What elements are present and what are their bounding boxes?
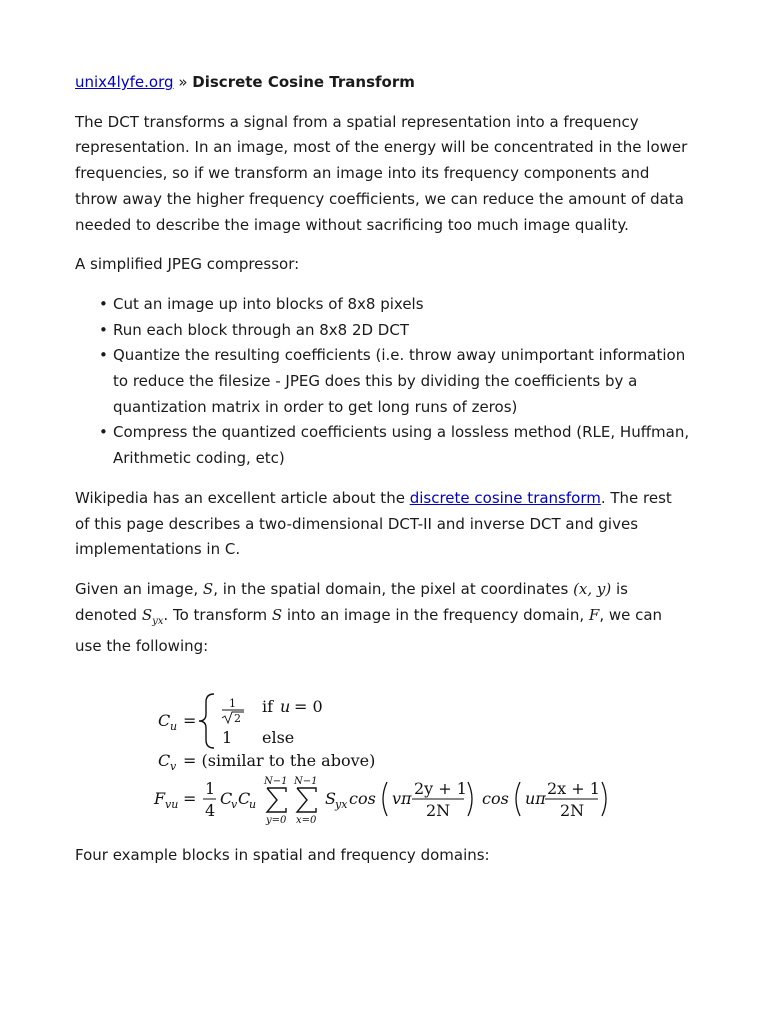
sigma-icon (267, 788, 286, 812)
right-paren-icon (602, 782, 606, 816)
list-item (99, 420, 690, 471)
breadcrumb-separator: » (178, 73, 188, 91)
math-symbol-syx: S (141, 605, 153, 624)
numerator-x: 2x + 1 (547, 779, 600, 798)
left-brace-icon (199, 694, 214, 748)
math-subscript-yx: yx (152, 615, 164, 627)
cu-factor: C (238, 789, 251, 808)
equals-zero: = 0 (294, 697, 323, 716)
sqrt-radicand: 2 (234, 712, 241, 725)
u-variable: u (280, 697, 291, 716)
sum-lower-limit-y: y=0 (266, 815, 287, 826)
text-run: , we can use the following: (75, 605, 663, 656)
quarter-numerator: 1 (205, 779, 216, 798)
sum-lower-limit-x: x=0 (296, 815, 317, 826)
math-symbol-s: S (202, 579, 214, 598)
site-home-link[interactable]: unix4lyfe.org (75, 73, 174, 91)
syx-subscript: yx (335, 798, 348, 811)
bullet-icon: • (99, 423, 108, 442)
list-item (99, 318, 690, 344)
page-title: Discrete Cosine Transform (192, 73, 415, 91)
cv-factor: C (220, 789, 233, 808)
sum-upper-limit-x: N−1 (294, 776, 318, 787)
cv-subscript: v (170, 760, 177, 773)
text-run: , in the spatial domain, the pixel at coordinates (213, 579, 574, 598)
cos-function: cos (349, 789, 376, 808)
text-run: . To transform (163, 605, 272, 624)
given-image-paragraph (75, 577, 690, 660)
else-value: 1 (222, 728, 233, 747)
else-text: else (262, 728, 295, 747)
f-subscript: vu (165, 798, 179, 811)
math-symbol-f: F (588, 605, 600, 624)
jpeg-heading: A simplified JPEG compressor: (75, 255, 300, 274)
cv-definition: = (similar to the above) (183, 751, 376, 770)
sigma-icon (297, 788, 316, 812)
bullet-icon: • (99, 294, 108, 313)
breadcrumb (75, 70, 690, 96)
equals-sign: = (183, 711, 197, 730)
bullet-icon: • (99, 320, 108, 339)
denominator-y: 2N (426, 801, 451, 820)
bullet-icon: • (99, 346, 108, 365)
math-symbol-s: S (271, 605, 283, 624)
list-item-text: Cut an image up into blocks of 8x8 pixels (113, 294, 424, 313)
cu-factor-sub: u (249, 798, 257, 811)
cv-symbol: C (158, 751, 171, 770)
dct-equations (150, 688, 630, 838)
syx-symbol: S (325, 789, 336, 808)
sum-upper-limit-y: N−1 (264, 776, 288, 787)
frac-numerator: 1 (229, 697, 236, 710)
math-coordinates: (x, y) (573, 579, 612, 598)
text-run: into an image in the frequency domain, (282, 605, 589, 624)
cv-factor-sub: v (231, 798, 238, 811)
list-item (99, 343, 690, 420)
text-run: is denoted (75, 579, 629, 624)
right-paren-icon (468, 782, 472, 816)
left-paren-icon (516, 782, 520, 816)
cu-symbol: C (158, 711, 171, 730)
u-pi: uπ (525, 789, 546, 808)
list-item-text: Run each block through an 8x8 2D DCT (113, 320, 409, 339)
list-item-text: Compress the quantized coefficients using a lossless method (RLE, Huffman, Arithmetic coding, etc) (113, 423, 690, 468)
equals-sign: = (183, 789, 197, 808)
f-symbol: F (154, 789, 166, 808)
list-item (99, 292, 690, 318)
article (75, 70, 690, 674)
wiki-text-before: Wikipedia has an excellent article about the (75, 488, 410, 507)
equation-graphic (150, 688, 630, 838)
denominator-x: 2N (560, 801, 585, 820)
wiki-text-after: . The rest of this page describes a two-dimensional DCT-II and inverse DCT and gives implementations in C. (75, 488, 672, 559)
dct-wikipedia-link[interactable]: discrete cosine transform (409, 488, 601, 507)
text-run: Given an image, (75, 579, 203, 598)
v-pi: vπ (392, 789, 412, 808)
examples-paragraph: Four example blocks in spatial and frequency domains: (75, 846, 490, 864)
left-paren-icon (383, 782, 387, 816)
intro-paragraph: The DCT transforms a signal from a spatial representation into a frequency representation. In an image, most of the energy will be concentrated in the lower frequencies, so if we transform an image into its frequency components and throw away the higher frequency coefficients, we can reduce the amount of data needed to describe the image without sacrificing too much image quality. (75, 112, 688, 234)
cu-subscript: u (170, 720, 178, 733)
wikipedia-paragraph (75, 486, 690, 563)
jpeg-steps-list (75, 292, 690, 472)
if-text: if (262, 697, 274, 716)
cos-function: cos (482, 789, 509, 808)
quarter-denominator: 4 (205, 801, 216, 820)
numerator-y: 2y + 1 (414, 779, 467, 798)
list-item-text: Quantize the resulting coefficients (i.e. throw away unimportant information to reduce the filesize - JPEG does this by dividing the coefficients by a quantization matrix in order to get long runs of zeros) (113, 346, 686, 416)
